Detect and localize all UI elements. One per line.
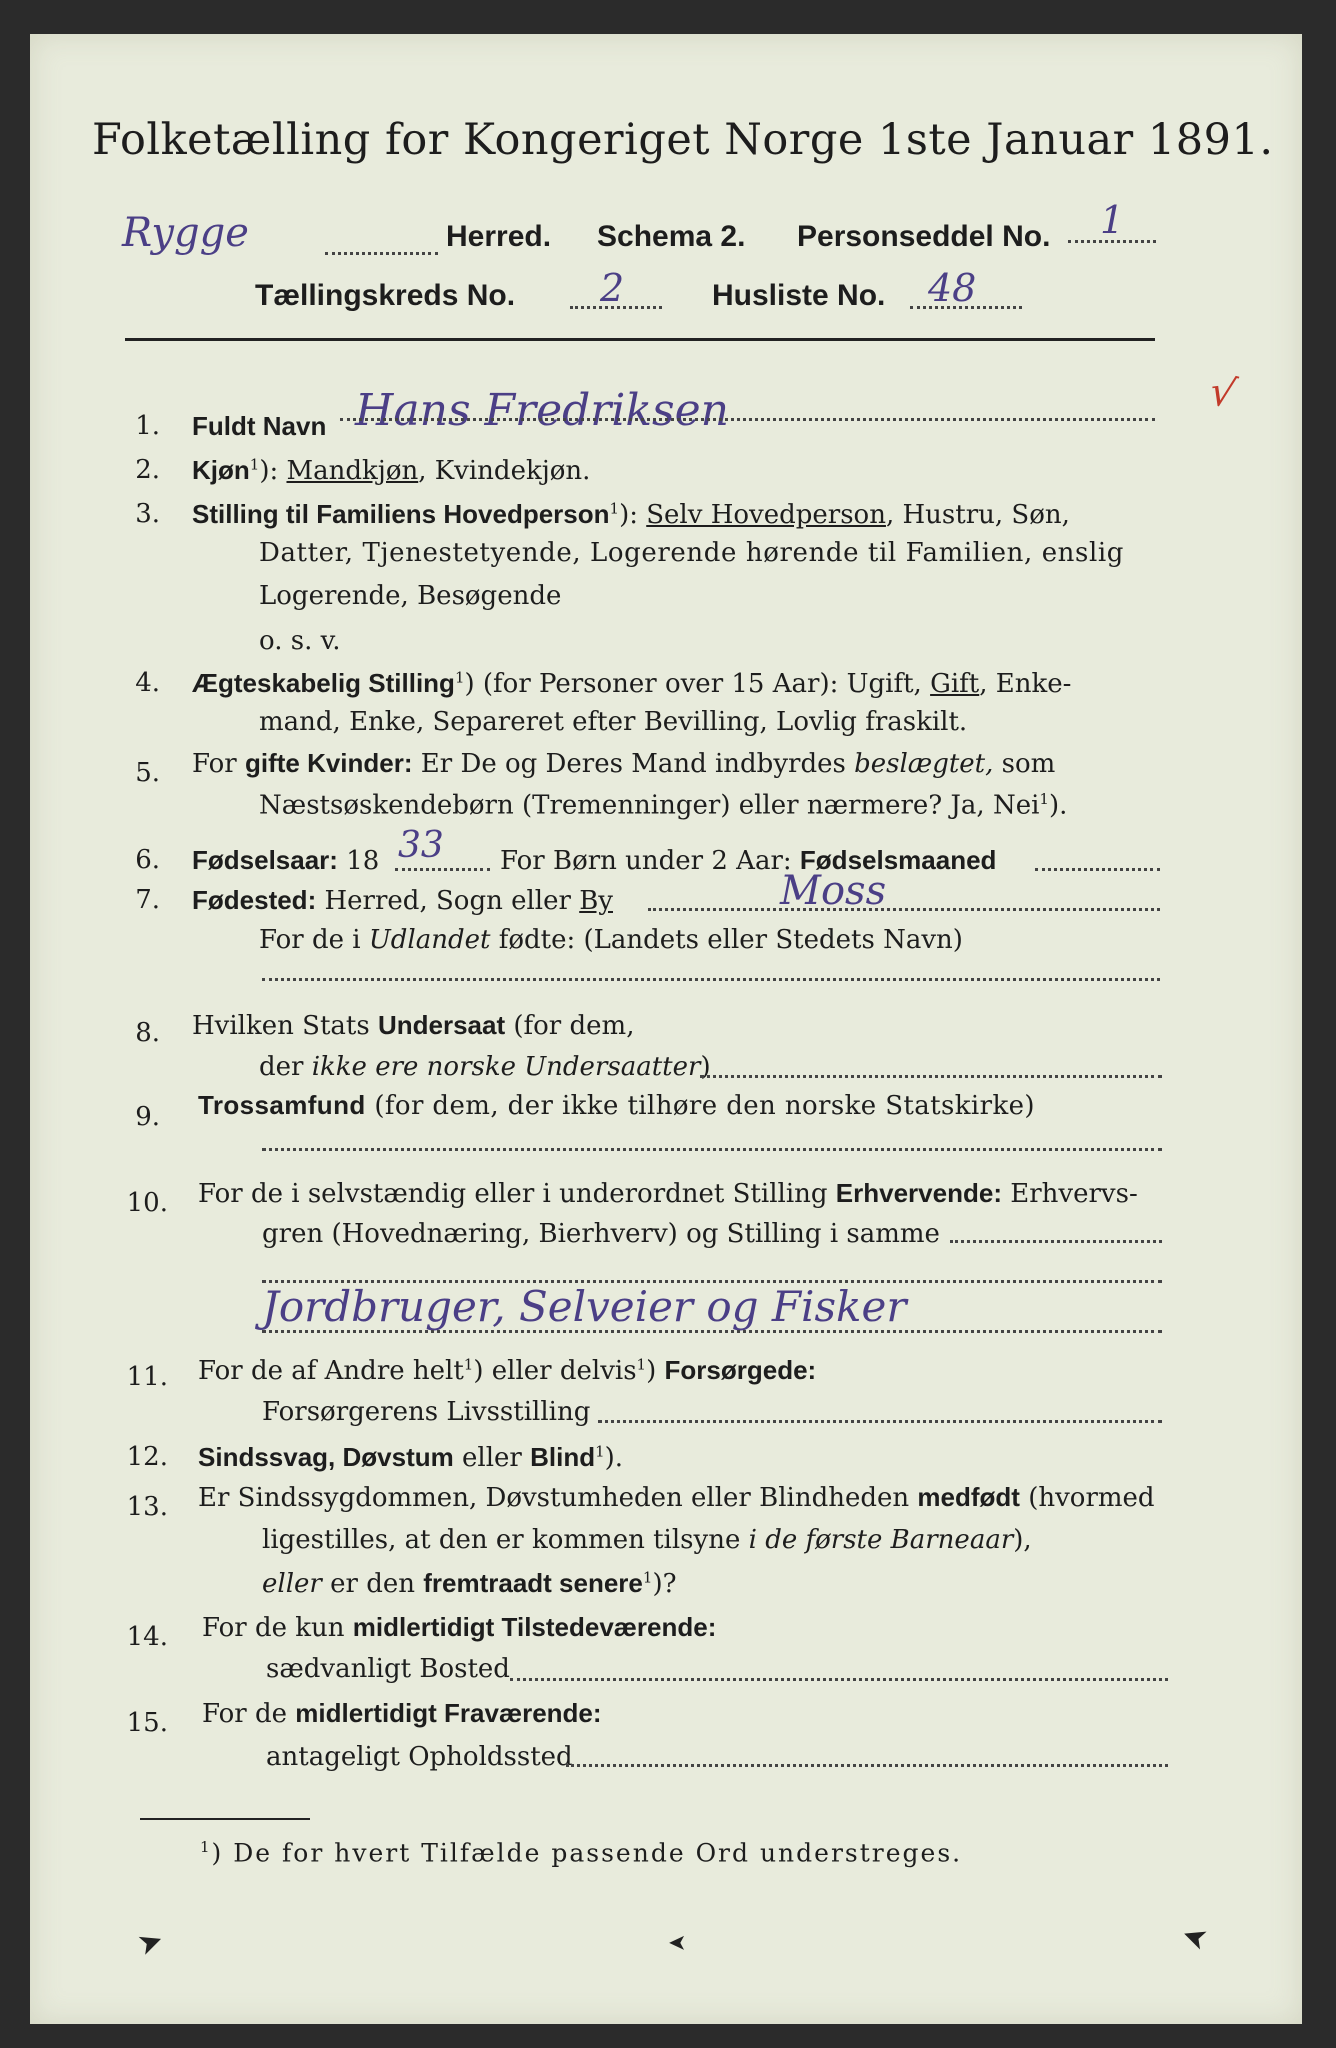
item-12-text [198, 1442, 623, 1473]
item-7-dots [648, 908, 1160, 911]
item-4-option-gift: Gift [930, 669, 980, 699]
item-13-number: 13. [126, 1492, 168, 1522]
item-8-line2 [259, 1052, 711, 1082]
item-9-label: Trossamfund [198, 1090, 366, 1120]
item-13-line2 [262, 1525, 1032, 1555]
item-13-sup: 1 [642, 1568, 653, 1587]
item-5-line2-text: Næstsøskendebørn (Tremenninger) eller nærmere? Ja, Nei [259, 790, 1040, 821]
item-3-option-selv: Selv Hovedperson [646, 500, 886, 530]
item-5-end: ). [1048, 790, 1068, 821]
item-13-text [198, 1482, 1155, 1513]
herred-label: Herred. [446, 220, 552, 253]
item-8-line2-italic: ikke ere norske Undersaatter [311, 1052, 701, 1082]
item-3-line2: Datter, Tjenestetyende, Logerende hørende til Familien, enslig [259, 538, 1125, 568]
personseddel-dots [1068, 240, 1156, 243]
item-8-line2-pre: der [259, 1052, 312, 1082]
check-mark: √ [1205, 367, 1241, 419]
item-1-number: 1. [135, 411, 160, 441]
item-12-label: Sindssvag, Døvstum [198, 1442, 454, 1472]
item-7-label: Fødested: [192, 885, 317, 915]
item-13-label: medfødt [917, 1482, 1020, 1512]
item-7-line3-dots [262, 978, 1160, 981]
taellingskreds-label: Tællingskreds No. [255, 279, 516, 312]
personseddel-value: 1 [1100, 198, 1125, 242]
item-3-text [192, 499, 1070, 530]
item-11-mid: ) eller delvis [473, 1356, 637, 1386]
item-2-sup: 1 [249, 455, 260, 474]
item-4-pre: ) (for Personer over 15 Aar): Ugift, [464, 669, 931, 699]
footnote-sup: 1 [200, 1838, 212, 1856]
item-11-label: Forsørgede: [664, 1355, 817, 1385]
item-3-line4: o. s. v. [259, 626, 341, 656]
item-12-number: 12. [126, 1442, 168, 1472]
corner-mark-right: ➤ [1176, 1916, 1213, 1959]
item-7-option-by: By [579, 886, 613, 916]
item-1-value: Hans Fredriksen [355, 385, 729, 436]
item-11-pre: For de af Andre helt [198, 1356, 464, 1386]
item-15-dots [566, 1764, 1168, 1767]
herred-dots [325, 252, 438, 255]
item-4-rest: , Enke- [979, 669, 1072, 699]
item-13-rest: (hvormed [1019, 1483, 1155, 1513]
item-15-text [202, 1698, 602, 1729]
item-11-text [198, 1355, 816, 1386]
item-6-month-dots [1035, 868, 1160, 871]
item-2-option-mandkjon: Mandkjøn [286, 456, 419, 486]
item-13-line2-end: ), [1013, 1525, 1032, 1555]
taellingskreds-dots [570, 306, 662, 309]
item-11-mid2: ) [646, 1356, 665, 1386]
item-7-text [192, 885, 613, 916]
item-2-rest: , Kvindekjøn. [418, 456, 591, 486]
item-11-number: 11. [126, 1362, 168, 1392]
item-11-sup2: 1 [636, 1355, 647, 1374]
item-3-label: Stilling til Familiens Hovedperson [192, 499, 610, 529]
item-14-number: 14. [126, 1622, 168, 1652]
item-10-number: 10. [126, 1188, 168, 1218]
husliste-dots [910, 306, 1022, 309]
item-5-italic: beslægtet, [854, 749, 994, 779]
husliste-value: 48 [928, 266, 977, 310]
item-15-line2: antageligt Opholdssted [266, 1742, 573, 1772]
item-14-label: midlertidigt Tilstedeværende: [352, 1612, 717, 1642]
item-14-text [202, 1612, 716, 1643]
item-12-mid: eller [453, 1443, 531, 1473]
item-13-line3-italic: eller [262, 1569, 322, 1599]
item-10-text [198, 1178, 1138, 1209]
item-6-number: 6. [135, 845, 160, 875]
item-14-dots [510, 1678, 1168, 1681]
header-rule [125, 338, 1155, 341]
item-4-number: 4. [135, 668, 160, 698]
item-9-rest: (for dem, der ikke tilhøre den norske Statskirke) [365, 1091, 1035, 1121]
item-14-line2: sædvanligt Bosted [266, 1654, 510, 1684]
item-11-line2: Forsørgerens Livsstilling [262, 1397, 591, 1427]
item-14-pre: For de kun [202, 1613, 353, 1643]
item-13-line3-end: )? [652, 1569, 677, 1599]
item-6-label2: Fødselsmaaned [799, 845, 997, 875]
item-9-number: 9. [135, 1102, 160, 1132]
item-12-label2: Blind [530, 1442, 596, 1472]
item-7-number: 7. [135, 885, 160, 915]
item-7-line2 [259, 925, 963, 955]
item-7-line2-pre: For de i [259, 925, 369, 955]
item-13-line3-label: fremtraadt senere [423, 1568, 643, 1598]
item-8-label: Undersaat [377, 1010, 506, 1040]
item-8-number: 8. [135, 1018, 160, 1048]
footnote-text: ) De for hvert Tilfælde passende Ord understreges. [211, 1838, 963, 1868]
item-4-sup: 1 [454, 668, 465, 687]
item-15-number: 15. [126, 1708, 168, 1738]
item-7-rest: Herred, Sogn eller [316, 886, 580, 916]
corner-mark-left: ➤ [132, 1921, 169, 1964]
item-7-value: Moss [780, 868, 887, 914]
item-13-pre: Er Sindssygdommen, Døvstumheden eller Blindheden [198, 1483, 918, 1513]
item-4-line2: mand, Enke, Separeret efter Bevilling, Lovlig fraskilt. [259, 707, 968, 737]
item-12-sup: 1 [595, 1442, 605, 1461]
item-9-dots [262, 1148, 1162, 1151]
item-5-pre: For [192, 749, 245, 779]
item-5-tail: som [993, 749, 1056, 779]
item-10-pre: For de i selvstændig eller i underordnet Stilling [198, 1179, 836, 1209]
form-title: Folketælling for Kongeriget Norge 1ste Januar 1891. [92, 115, 1274, 165]
item-2-number: 2. [135, 455, 160, 485]
item-5-label: gifte Kvinder: [244, 748, 413, 778]
item-15-label: midlertidigt Fraværende: [295, 1698, 602, 1728]
item-13-line3-mid: er den [321, 1569, 424, 1599]
corner-mark-center: ➤ [668, 1930, 687, 1955]
item-12-end: ). [604, 1443, 624, 1473]
item-5-text [192, 748, 1055, 779]
item-11-dots [598, 1420, 1162, 1423]
footnote-rule [140, 1818, 310, 1820]
item-3-sep: ): [619, 500, 647, 530]
item-10-line2-dots [950, 1240, 1162, 1243]
item-6-year-dots [395, 868, 490, 871]
item-6-year-value: 33 [398, 825, 444, 866]
item-6-mid-text: For Børn under 2 Aar: [500, 846, 800, 876]
item-5-line2 [259, 790, 1067, 821]
item-2-text [192, 455, 590, 486]
herred-value: Rygge [122, 210, 249, 256]
item-8-pre: Hvilken Stats [192, 1011, 378, 1041]
item-3-number: 3. [135, 499, 160, 529]
item-7-line2-italic: Udlandet [368, 925, 491, 955]
footnote [200, 1838, 962, 1867]
husliste-label: Husliste No. [712, 279, 886, 312]
item-8-text [192, 1010, 634, 1041]
item-3-sup: 1 [609, 499, 620, 518]
item-10-line4-dots [262, 1330, 1162, 1333]
taellingskreds-value: 2 [600, 266, 625, 310]
item-1-dots [340, 418, 1155, 421]
item-2-label: Kjøn [192, 455, 250, 485]
item-13-line3 [262, 1568, 677, 1599]
item-8-line2-end: ) [700, 1052, 711, 1082]
item-3-rest: , Hustru, Søn, [885, 500, 1070, 530]
item-2-sep: ): [259, 456, 287, 486]
item-11-sup1: 1 [463, 1355, 474, 1374]
item-4-label: Ægteskabelig Stilling [192, 668, 455, 698]
item-8-rest: (for dem, [505, 1011, 635, 1041]
item-6-label: Fødselsaar: [192, 845, 338, 875]
item-5-rest: Er De og Deres Mand indbyrdes [412, 749, 855, 779]
schema-label: Schema 2. [597, 220, 746, 253]
item-8-dots [700, 1075, 1162, 1078]
item-5-number: 5. [135, 758, 160, 788]
item-6-mid [500, 845, 996, 876]
item-9-text [198, 1090, 1035, 1121]
item-13-line2-pre: ligestilles, at den er kommen tilsyne [262, 1525, 749, 1555]
item-5-sup: 1 [1039, 790, 1049, 808]
item-10-value: Jordbruger, Selveier og Fisker [262, 1282, 907, 1331]
personseddel-label: Personseddel No. [797, 220, 1051, 253]
item-6-year-prefix: 18 [337, 846, 380, 876]
item-6-text [192, 845, 379, 876]
item-10-label: Erhvervende: [835, 1178, 1002, 1208]
item-3-line3: Logerende, Besøgende [259, 581, 562, 611]
item-1-label: Fuldt Navn [192, 411, 327, 441]
item-7-line2-rest: fødte: (Landets eller Stedets Navn) [490, 925, 963, 955]
item-13-line2-italic: i de første Barneaar [748, 1525, 1014, 1555]
item-4-text [192, 668, 1071, 699]
item-10-line2: gren (Hovednæring, Bierhverv) og Stilling i samme [262, 1219, 940, 1249]
item-15-pre: For de [202, 1699, 296, 1729]
item-10-rest: Erhvervs- [1001, 1179, 1138, 1209]
